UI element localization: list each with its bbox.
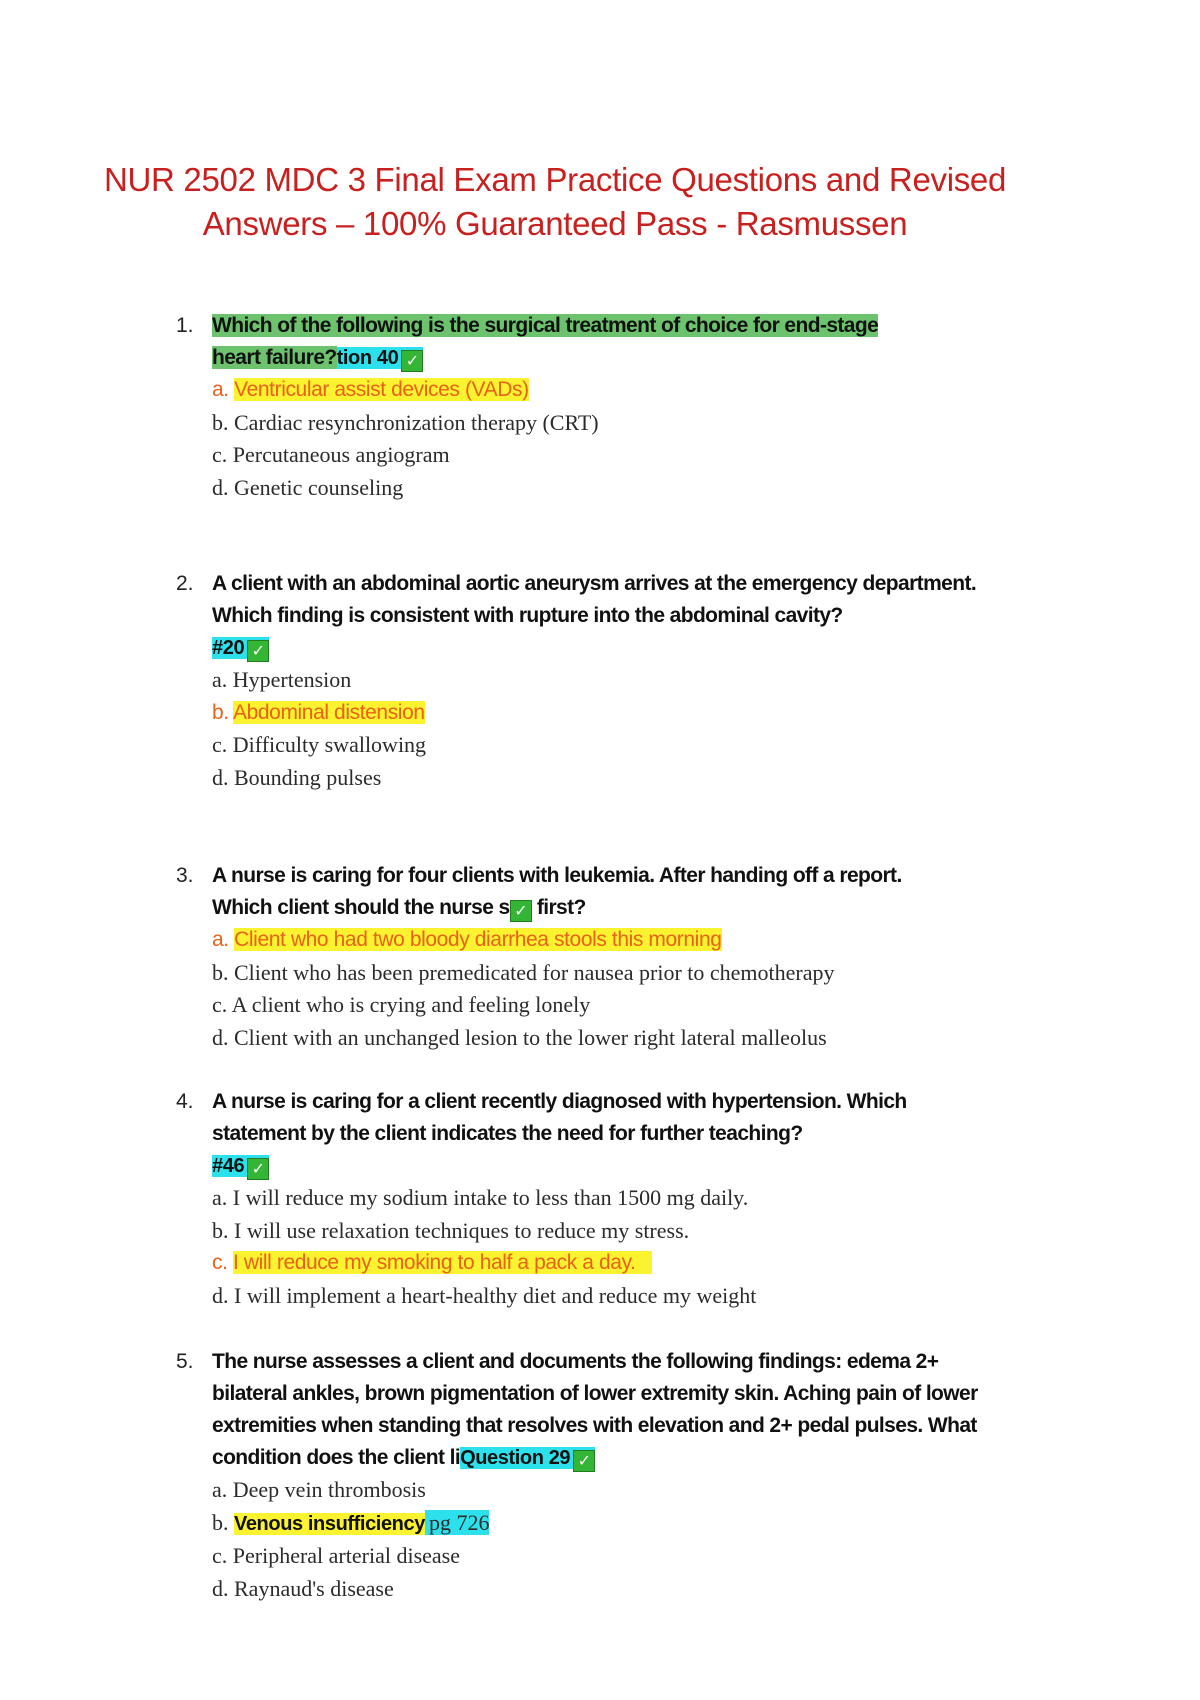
title-line-1: NUR 2502 MDC 3 Final Exam Practice Questions and Revised: [103, 161, 1007, 198]
option-c: [212, 729, 982, 762]
option-prefix: a.: [212, 378, 235, 401]
option-text: I will use relaxation techniques to reduce my stress.: [234, 1217, 690, 1243]
option-text: Raynaud's disease: [234, 1575, 394, 1601]
option-a: [212, 1182, 982, 1215]
option-d: [212, 472, 982, 505]
option-c: [212, 1540, 982, 1573]
question-tag-text: tion 40: [336, 347, 399, 369]
stem-line-1: A nurse is caring for four clients with leukemia. After handing off a report.: [212, 864, 902, 887]
page-reference: pg 726: [425, 1510, 490, 1535]
option-text: Client who had two bloody diarrhea stools this morning: [234, 928, 722, 951]
option-text: A client who is crying and feeling lonely: [231, 992, 591, 1017]
option-prefix: c.: [212, 732, 233, 757]
question-tag-text: #46: [212, 1155, 245, 1177]
question-stem: [212, 1346, 982, 1474]
option-prefix: c.: [212, 442, 233, 467]
stem-line-2b: first?: [536, 896, 586, 919]
stem-text-part1: Which of the following is the surgical treatment of choice for end-stage: [212, 314, 879, 337]
option-text: Difficulty swallowing: [232, 732, 427, 757]
stem-line-2a: Which client should the nurse s: [212, 896, 510, 919]
question-stem: [212, 310, 982, 374]
option-b: [212, 407, 982, 440]
option-text: Deep vein thrombosis: [232, 1477, 426, 1502]
option-text: Hypertension: [232, 667, 352, 692]
option-prefix: d.: [212, 474, 234, 500]
document-title: [0, 158, 1110, 246]
option-text: Client with an unchanged lesion to the lower right lateral malleolus: [234, 1024, 827, 1050]
option-text: Cardiac resynchronization therapy (CRT): [234, 409, 599, 435]
option-text: Ventricular assist devices (VADs): [234, 378, 529, 401]
check-mark-icon: ✓: [510, 900, 532, 922]
question-stem: [212, 860, 982, 924]
question-number: 2.: [176, 572, 194, 595]
option-text: Percutaneous angiogram: [232, 442, 450, 467]
option-prefix: c.: [212, 1543, 233, 1568]
option-a: [212, 664, 982, 697]
option-c: [212, 439, 982, 472]
check-mark-icon: ✓: [247, 640, 269, 662]
question-number: 5.: [176, 1350, 194, 1373]
option-text: I will reduce my smoking to half a pack a day.: [233, 1251, 652, 1274]
question-tag: [337, 347, 424, 369]
option-prefix: a.: [212, 928, 235, 951]
option-prefix: a.: [212, 1185, 233, 1210]
option-prefix: d.: [212, 1024, 234, 1050]
stem-text-part2: heart failure?: [212, 346, 337, 369]
question-tag: [212, 1155, 269, 1177]
option-a: [212, 1474, 982, 1507]
question-number: 1.: [176, 314, 194, 337]
question-stem: A client with an abdominal aortic aneurysm arrives at the emergency department. Which finding is consistent with rupture into the abdominal cavity?: [212, 572, 977, 627]
option-text: Peripheral arterial disease: [232, 1543, 460, 1568]
option-text: Abdominal distension: [233, 700, 425, 724]
question-tag-line: [212, 632, 982, 664]
question-tag: [460, 1447, 595, 1469]
question-tag-text: Question 29: [460, 1447, 571, 1469]
option-prefix: a.: [212, 667, 233, 692]
option-prefix: b.: [212, 409, 234, 435]
option-text: Genetic counseling: [234, 474, 404, 500]
title-line-2: Answers – 100% Guaranteed Pass - Rasmussen: [202, 205, 908, 242]
option-prefix: b.: [212, 959, 234, 985]
option-prefix: a.: [212, 1477, 233, 1502]
option-b-correct: [212, 697, 982, 730]
option-prefix: c.: [212, 992, 232, 1017]
option-text: Client who has been premedicated for nausea prior to chemotherapy: [234, 959, 835, 985]
question-tag-text: #20: [212, 637, 245, 659]
option-text: I will implement a heart-healthy diet and reduce my weight: [234, 1282, 757, 1308]
check-mark-icon: ✓: [573, 1450, 595, 1472]
question-tag-line: [212, 1150, 982, 1182]
stem-text: The nurse assesses a client and documents the following findings: edema 2+ bilateral ankles, brown pigmentation of lower extremity skin. Aching pain of lower extremities when standing that resolves with elevation and 2+ pedal pulses. What condition does the client li: [212, 1350, 978, 1469]
option-d: [212, 1280, 982, 1313]
option-d: [212, 1573, 982, 1606]
option-text: Venous insufficiency: [234, 1512, 425, 1535]
option-text: Bounding pulses: [234, 764, 382, 790]
option-prefix: d.: [212, 1575, 234, 1601]
option-prefix: d.: [212, 764, 234, 790]
option-a-correct: [212, 924, 982, 957]
option-prefix: b.: [212, 1217, 234, 1243]
option-d: [212, 762, 982, 795]
question-number: 4.: [176, 1090, 194, 1113]
option-b-correct: [212, 1507, 982, 1541]
question-tag: [212, 637, 269, 659]
option-prefix: b.: [212, 1509, 234, 1535]
check-mark-icon: ✓: [247, 1158, 269, 1180]
option-a-correct: [212, 374, 982, 407]
question-stem: A nurse is caring for a client recently diagnosed with hypertension. Which statement by the client indicates the need for further teaching?: [212, 1090, 907, 1145]
question-number: 3.: [176, 864, 194, 887]
check-mark-icon: ✓: [401, 350, 423, 372]
option-c: [212, 989, 982, 1022]
option-prefix: d.: [212, 1282, 234, 1308]
option-text: I will reduce my sodium intake to less than 1500 mg daily.: [232, 1185, 749, 1210]
option-d: [212, 1022, 982, 1055]
option-prefix: c.: [212, 1251, 233, 1274]
option-c-correct: [212, 1247, 982, 1280]
option-b: [212, 1215, 982, 1248]
option-prefix: b.: [212, 700, 233, 724]
option-b: [212, 957, 982, 990]
